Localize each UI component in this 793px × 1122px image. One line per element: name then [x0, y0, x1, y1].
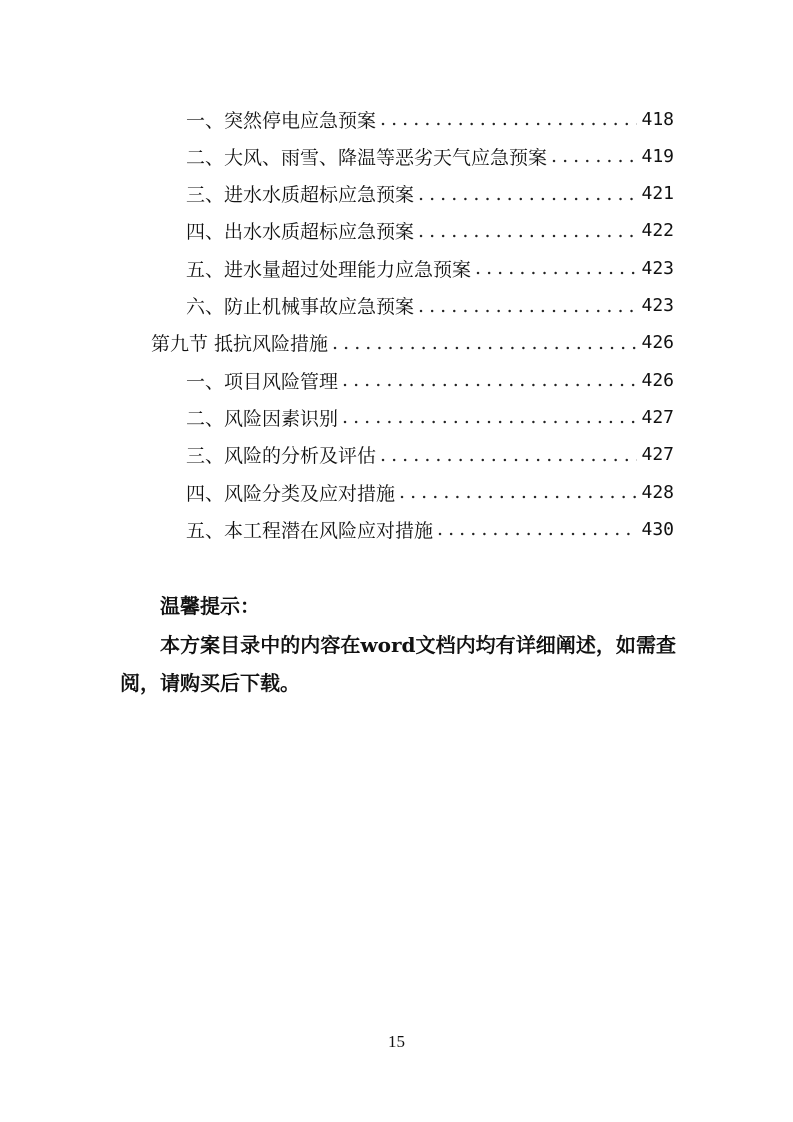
toc-dot-leader: [328, 332, 637, 354]
toc-entry-title: 一、突然停电应急预案: [186, 109, 377, 132]
toc-entry-title: 五、本工程潜在风险应对措施: [186, 519, 434, 542]
toc-entry-page: 421: [641, 183, 674, 205]
toc-entry-title: 六、防止机械事故应急预案: [186, 296, 415, 318]
toc-entry[interactable]: [186, 291, 674, 321]
toc-dot-leader: [414, 183, 637, 205]
toc-entry[interactable]: [186, 365, 674, 395]
toc-entry[interactable]: [186, 440, 674, 470]
toc-entry-title: 四、出水水质超标应急预案: [186, 221, 415, 244]
toc-entry[interactable]: [186, 514, 674, 544]
toc-entry-title: 五、进水量超过处理能力应急预案: [186, 258, 472, 281]
toc-entry[interactable]: [186, 104, 674, 134]
toc-entry-page: 422: [641, 220, 674, 242]
toc-entry-title: 一、项目风险管理: [186, 370, 339, 393]
toc-entry-page: 428: [641, 481, 674, 503]
toc-entry-title: 第九节 抵抗风险措施: [151, 333, 329, 356]
notice-heading: 温馨提示：: [160, 594, 260, 618]
toc-entry[interactable]: [186, 402, 674, 432]
toc-dot-leader: [433, 518, 637, 540]
toc-dot-leader: [414, 295, 637, 317]
toc-entry-page: 430: [641, 518, 674, 540]
toc-dot-leader: [376, 108, 637, 130]
toc-dot-leader: [395, 481, 637, 503]
toc-entry[interactable]: [186, 253, 674, 283]
toc-dot-leader: [338, 406, 637, 428]
toc-entry[interactable]: [186, 179, 674, 209]
toc-entry-title: 二、大风、雨雪、降温等恶劣天气应急预案: [186, 146, 548, 169]
toc-entry-page: 426: [641, 369, 674, 391]
toc-entry-page: 419: [641, 145, 674, 167]
toc-entry-page: 427: [641, 406, 674, 428]
toc-dot-leader: [471, 257, 637, 279]
notice-body: 本方案目录中的内容在word文档内均有详细阐述，如需查阅，请购买后下载。: [120, 633, 676, 695]
toc-entry-title: 三、进水水质超标应急预案: [186, 184, 415, 207]
toc-entry-page: 418: [641, 108, 674, 130]
toc-entry[interactable]: [186, 141, 674, 171]
toc-entry-page: 427: [641, 444, 674, 466]
toc-entry[interactable]: [186, 477, 674, 507]
toc-entry-page: 426: [641, 332, 674, 354]
toc-dot-leader: [414, 220, 637, 242]
toc-dot-leader: [376, 444, 637, 466]
toc-entry[interactable]: [186, 216, 674, 246]
toc-entry-page: 423: [641, 257, 674, 279]
toc-dot-leader: [547, 145, 637, 167]
toc-entry-title: 三、风险的分析及评估: [186, 445, 377, 468]
toc-entry-title: 二、风险因素识别: [186, 407, 339, 430]
toc-entry-title: 四、风险分类及应对措施: [186, 482, 396, 505]
toc-section-entry[interactable]: [151, 328, 674, 358]
toc-dot-leader: [338, 369, 637, 391]
page-number: 15: [388, 1032, 405, 1051]
toc-entry-page: 423: [641, 295, 674, 316]
